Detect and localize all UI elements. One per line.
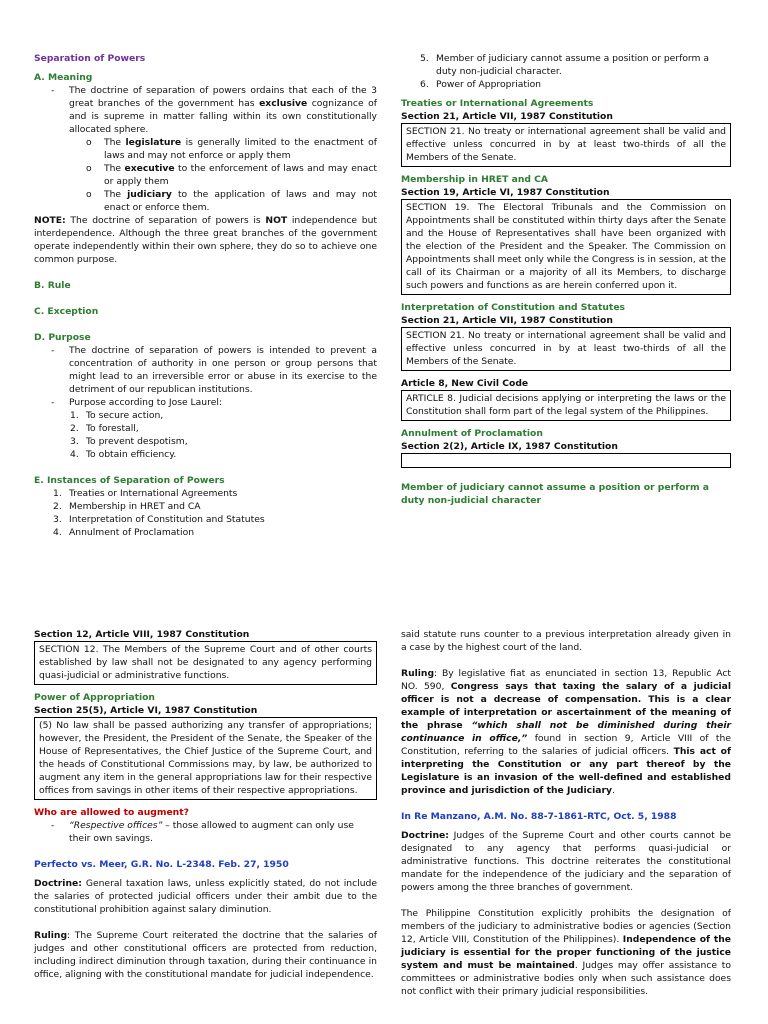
appropriation-heading: Power of Appropriation bbox=[34, 692, 155, 703]
perfecto-ruling-continued: Ruling: By legislative fiat as enunciated in section 13, Republic Act NO. 590, Congress says that taxing the salary of a judicial officer is not a decrease of compensation. This is a clear example of interpretation or ascertainment of the meaning of the phrase “which shall not be diminished during their continuance in office,” found in section 9, Article VIII of the Constitution, referring to the salaries of judicial officers. This act of interpreting the Constitution or any part thereof by the Legislature is an invasion of the well-defined and established province and jurisdiction of the Judiciary. bbox=[401, 668, 732, 796]
instance-item: 6. Power of Appropriation bbox=[420, 79, 542, 90]
instance-item: 1. Treaties or International Agreements bbox=[53, 488, 238, 499]
purpose-heading: D. Purpose bbox=[34, 332, 91, 343]
note-paragraph: NOTE: The doctrine of separation of powers is NOT independence but interdependence. Although the three great branches of the government operate independently within their own sphere, they do so to achieve one common purpose. bbox=[34, 215, 377, 265]
annulment-citation: Section 2(2), Article IX, 1987 Constitution bbox=[401, 441, 618, 452]
section-title: Separation of Powers bbox=[34, 53, 146, 64]
instance-item: 3. Interpretation of Constitution and Statutes bbox=[53, 514, 265, 525]
laurel-item: 1. To secure action, bbox=[70, 410, 164, 421]
civil-code-provision-box: ARTICLE 8. Judicial decisions applying or interpreting the laws or the Constitution shall form part of the legal system of the Philippines. bbox=[401, 390, 731, 421]
hret-provision-box: SECTION 19. The Electoral Tribunals and the Commission on Appointments shall be constituted within thirty days after the Senate and the House of Representatives shall have been organized with the election of the President and the Speaker. The Commission on Appointments shall meet only while the Congress is in session, at the call of its Chairman or a majority of all its Members, to discharge such powers and functions as are herein conferred upon it. bbox=[401, 199, 731, 295]
annulment-provision-box bbox=[401, 453, 731, 468]
meaning-heading: A. Meaning bbox=[34, 72, 93, 83]
hret-heading: Membership in HRET and CA bbox=[401, 174, 548, 185]
appropriation-citation: Section 25(5), Article VI, 1987 Constitution bbox=[34, 705, 258, 716]
manzano-doctrine: Doctrine: Judges of the Supreme Court and other courts cannot be designated to any agency that performs quasi-judicial or administrative functions. This doctrine reiterates the constitutional mandate for the independence of the judiciary and the separation of powers among the three branches of government. bbox=[401, 830, 731, 893]
perfecto-doctrine: Doctrine: General taxation laws, unless explicitly stated, do not include the salaries of protected judicial officers under their ambit due to the constitutional prohibition against salary diminution. bbox=[34, 878, 377, 915]
laurel-item: 4. To obtain efficiency. bbox=[70, 449, 177, 460]
augment-item: - “Respective offices” – those allowed to augment can only use their own savings. bbox=[51, 820, 354, 844]
purpose-item: - The doctrine of separation of powers is intended to prevent a concentration of authority in one person or group persons that might lead to an irreversible error or abuse in its exercise to the detriment of our republican institutions. bbox=[51, 345, 377, 395]
instance-item: 5. Member of judiciary cannot assume a position or perform a duty non-judicial character. bbox=[420, 53, 710, 77]
manzano-case-heading: In Re Manzano, A.M. No. 88-7-1861-RTC, Oct. 5, 1988 bbox=[401, 811, 677, 822]
section12-provision-box: SECTION 12. The Members of the Supreme Court and of other courts established by law shall not be designated to any agency performing quasi-judicial or administrative functions. bbox=[34, 641, 377, 685]
interpretation-citation: Section 21, Article VII, 1987 Constitution bbox=[401, 315, 613, 326]
member-judiciary-heading: Member of judiciary cannot assume a position or perform a duty non-judicial character bbox=[401, 482, 709, 506]
interpretation-provision-box: SECTION 21. No treaty or international agreement shall be valid and effective unless concurred in by at least two-thirds of all the Members of the Senate. bbox=[401, 327, 731, 371]
rule-heading: B. Rule bbox=[34, 280, 71, 291]
judiciary-item: o The judiciary to the application of laws and may not enact or enforce them. bbox=[86, 189, 378, 213]
meaning-item: - The doctrine of separation of powers ordains that each of the 3 great branches of the government has exclusive cognizance of and is supreme in matter falling within its own constitutionally allocated sphere. bbox=[51, 85, 378, 135]
appropriation-provision-box: (5) No law shall be passed authorizing any transfer of appropriations; however, the President, the President of the Senate, the Speaker of the House of Representatives, the Chief Justice of the Supreme Court, and the heads of Constitutional Commissions may, by law, be authorized to augment any item in the general appropriations law for their respective offices from savings in other items of their respective appropriations. bbox=[34, 717, 377, 800]
civil-code-citation: Article 8, New Civil Code bbox=[401, 378, 529, 389]
instances-heading: E. Instances of Separation of Powers bbox=[34, 475, 225, 486]
bottom-left-column bbox=[34, 628, 377, 981]
perfecto-ruling: Ruling: The Supreme Court reiterated the doctrine that the salaries of judges and other constitutional officers are protected from reduction, including indirect diminution through taxation, during their continuance in office, aligning with the constitutional mandate for judicial independence. bbox=[34, 930, 377, 980]
bottom-right-column bbox=[401, 628, 731, 998]
manzano-paragraph: The Philippine Constitution explicitly prohibits the designation of members of the judiciary to administrative bodies or agencies (Section 12, Article VIII, Constitution of the Philippines). Independence of the judiciary is essential for the proper functioning of the justice system and must be maintained. Judges may offer assistance to committees or administrative bodies only when such assistance does not conflict with their primary judicial responsibilities. bbox=[401, 908, 731, 997]
section12-citation: Section 12, Article VIII, 1987 Constitution bbox=[34, 629, 250, 640]
top-right-column bbox=[401, 52, 731, 507]
executive-item: o The executive to the enforcement of laws and may enact or apply them bbox=[86, 163, 377, 187]
treaties-citation: Section 21, Article VII, 1987 Constitution bbox=[401, 111, 613, 122]
treaties-heading: Treaties or International Agreements bbox=[401, 98, 594, 109]
laurel-item: 3. To prevent despotism, bbox=[70, 436, 188, 447]
purpose-item: - Purpose according to Jose Laurel: bbox=[51, 397, 223, 408]
exception-heading: C. Exception bbox=[34, 306, 99, 317]
hret-citation: Section 19, Article VI, 1987 Constitution bbox=[401, 187, 610, 198]
top-left-column bbox=[34, 52, 377, 539]
interpretation-heading: Interpretation of Constitution and Statutes bbox=[401, 302, 626, 313]
continued-text: said statute runs counter to a previous interpretation already given in a case by the highest court of the land. bbox=[401, 629, 731, 653]
treaties-provision-box: SECTION 21. No treaty or international agreement shall be valid and effective unless concurred in by at least two-thirds of all the Members of the Senate. bbox=[401, 123, 731, 167]
augment-heading: Who are allowed to augment? bbox=[34, 807, 189, 818]
laurel-item: 2. To forestall, bbox=[70, 423, 139, 434]
instance-item: 2. Membership in HRET and CA bbox=[53, 501, 201, 512]
legislature-item: o The legislature is generally limited to the enactment of laws and may not enforce or apply them bbox=[86, 137, 377, 161]
perfecto-case-heading: Perfecto vs. Meer, G.R. No. L-2348. Feb. 27, 1950 bbox=[34, 859, 289, 870]
instance-item: 4. Annulment of Proclamation bbox=[53, 527, 195, 538]
annulment-heading: Annulment of Proclamation bbox=[401, 428, 543, 439]
